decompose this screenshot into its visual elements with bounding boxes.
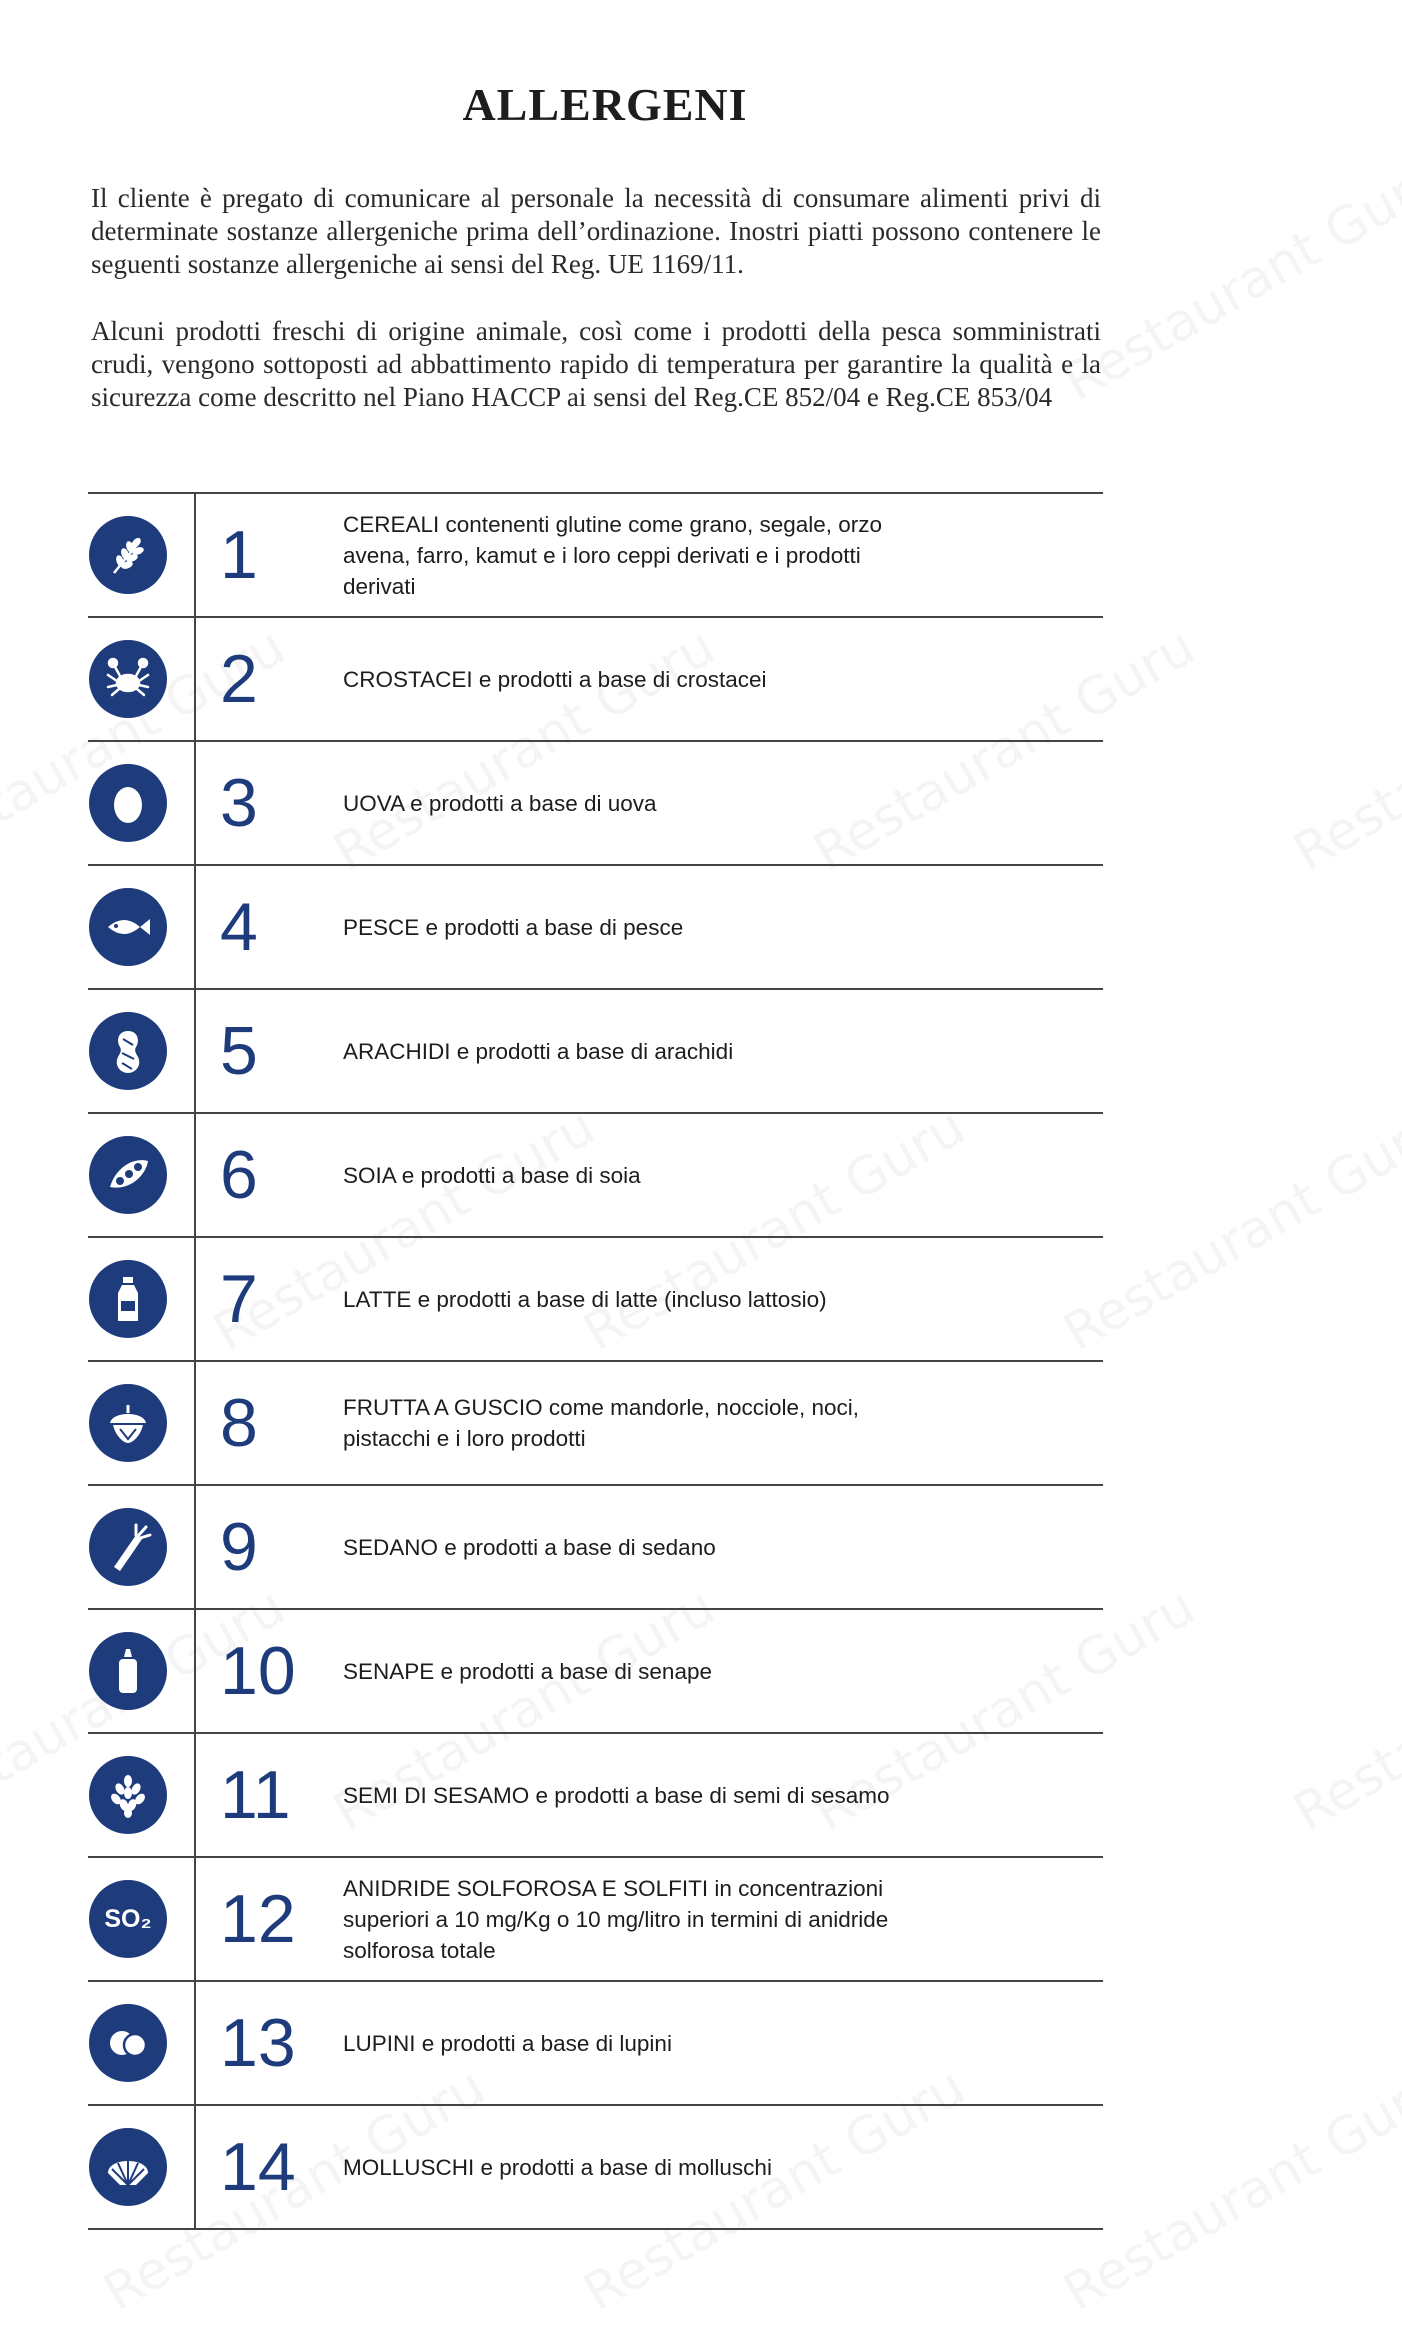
allergen-description: LATTE e prodotti a base di latte (incluso lattosio) — [343, 1286, 827, 1312]
allergen-row — [88, 2104, 1103, 2230]
allergen-number: 5 — [220, 1013, 258, 1089]
soy-icon — [89, 1136, 167, 1214]
shell-icon — [89, 2128, 167, 2206]
allergen-row — [88, 1484, 1103, 1608]
allergen-description: SENAPE e prodotti a base di senape — [343, 1658, 712, 1684]
allergen-number: 4 — [220, 889, 258, 965]
allergen-row — [88, 1856, 1103, 1980]
sesame-icon — [89, 1756, 167, 1834]
allergen-description: UOVA e prodotti a base di uova — [343, 790, 657, 816]
watermark — [1054, 147, 1402, 413]
allergen-number: 1 — [220, 517, 258, 593]
wheat-icon — [89, 516, 167, 594]
allergen-table — [88, 492, 1103, 2230]
so2-icon — [89, 1880, 167, 1958]
allergen-number: 14 — [220, 2129, 296, 2205]
allergen-description: CEREALI contenenti glutine come grano, segale, orzo avena, farro, kamut e i loro ceppi derivati e i prodotti derivati — [343, 511, 883, 599]
allergen-number: 13 — [220, 2005, 296, 2081]
allergen-number: 10 — [220, 1633, 296, 1709]
allergen-row — [88, 1980, 1103, 2104]
allergen-number: 9 — [220, 1509, 258, 1585]
allergen-row — [88, 1732, 1103, 1856]
allergen-row — [88, 1236, 1103, 1360]
allergen-number: 11 — [220, 1757, 291, 1833]
watermark — [1054, 2057, 1402, 2323]
allergen-row — [88, 1360, 1103, 1484]
allergen-description: SOIA e prodotti a base di soia — [343, 1162, 641, 1188]
allergen-description: CROSTACEI e prodotti a base di crostacei — [343, 666, 767, 692]
page-title: ALLERGENI — [462, 79, 748, 130]
nut-icon — [89, 1384, 167, 1462]
allergen-row — [88, 1608, 1103, 1732]
allergen-description: FRUTTA A GUSCIO come mandorle, nocciole, noci, pistacchi e i loro prodotti — [343, 1395, 860, 1451]
lupin-icon — [89, 2004, 167, 2082]
allergen-row — [88, 616, 1103, 740]
crab-icon — [89, 640, 167, 718]
allergen-number: 12 — [220, 1881, 296, 1957]
allergen-row — [88, 864, 1103, 988]
allergen-row — [88, 1112, 1103, 1236]
milk-icon — [89, 1260, 167, 1338]
allergen-description: SEDANO e prodotti a base di sedano — [343, 1534, 716, 1560]
allergen-description: SEMI DI SESAMO e prodotti a base di semi di sesamo — [343, 1782, 890, 1808]
allergen-description: ARACHIDI e prodotti a base di arachidi — [343, 1038, 734, 1064]
allergen-row — [88, 988, 1103, 1112]
so2-icon-label: SO₂ — [104, 1904, 152, 1933]
allergen-number: 7 — [220, 1261, 258, 1337]
mustard-icon — [89, 1632, 167, 1710]
watermark — [1284, 617, 1402, 883]
peanut-icon — [89, 1012, 167, 1090]
celery-icon — [89, 1508, 167, 1586]
haccp-paragraph: Alcuni prodotti freschi di origine animale, così come i prodotti della pesca somministrati crudi, vengono sottoposti ad abbattimento rapido di temperatura per garantire la qualità e la sicurezza come descritto nel Piano HACCP ai sensi del Reg.CE 852/04 e Reg.CE 853/04 — [91, 316, 1101, 412]
watermark — [1054, 1097, 1402, 1363]
allergen-description: LUPINI e prodotti a base di lupini — [343, 2030, 672, 2056]
allergen-row — [88, 492, 1103, 616]
allergen-number: 2 — [220, 641, 258, 717]
allergen-row — [88, 740, 1103, 864]
egg-icon — [89, 764, 167, 842]
fish-icon — [89, 888, 167, 966]
allergen-description: MOLLUSCHI e prodotti a base di molluschi — [343, 2154, 772, 2180]
watermark — [1284, 1577, 1402, 1843]
allergen-number: 3 — [220, 765, 258, 841]
allergen-description: ANIDRIDE SOLFOROSA E SOLFITI in concentrazioni superiori a 10 mg/Kg o 10 mg/litro in termini di anidride solforosa totale — [343, 1875, 889, 1963]
allergen-number: 8 — [220, 1385, 258, 1461]
allergen-description: PESCE e prodotti a base di pesce — [343, 914, 684, 940]
allergen-number: 6 — [220, 1137, 258, 1213]
intro-paragraph: Il cliente è pregato di comunicare al personale la necessità di consumare alimenti privi di determinate sostanze allergeniche prima dell’ordinazione. Inostri piatti possono contenere le seguenti sostanze allergeniche ai sensi del Reg. UE 1169/11. — [91, 183, 1101, 279]
